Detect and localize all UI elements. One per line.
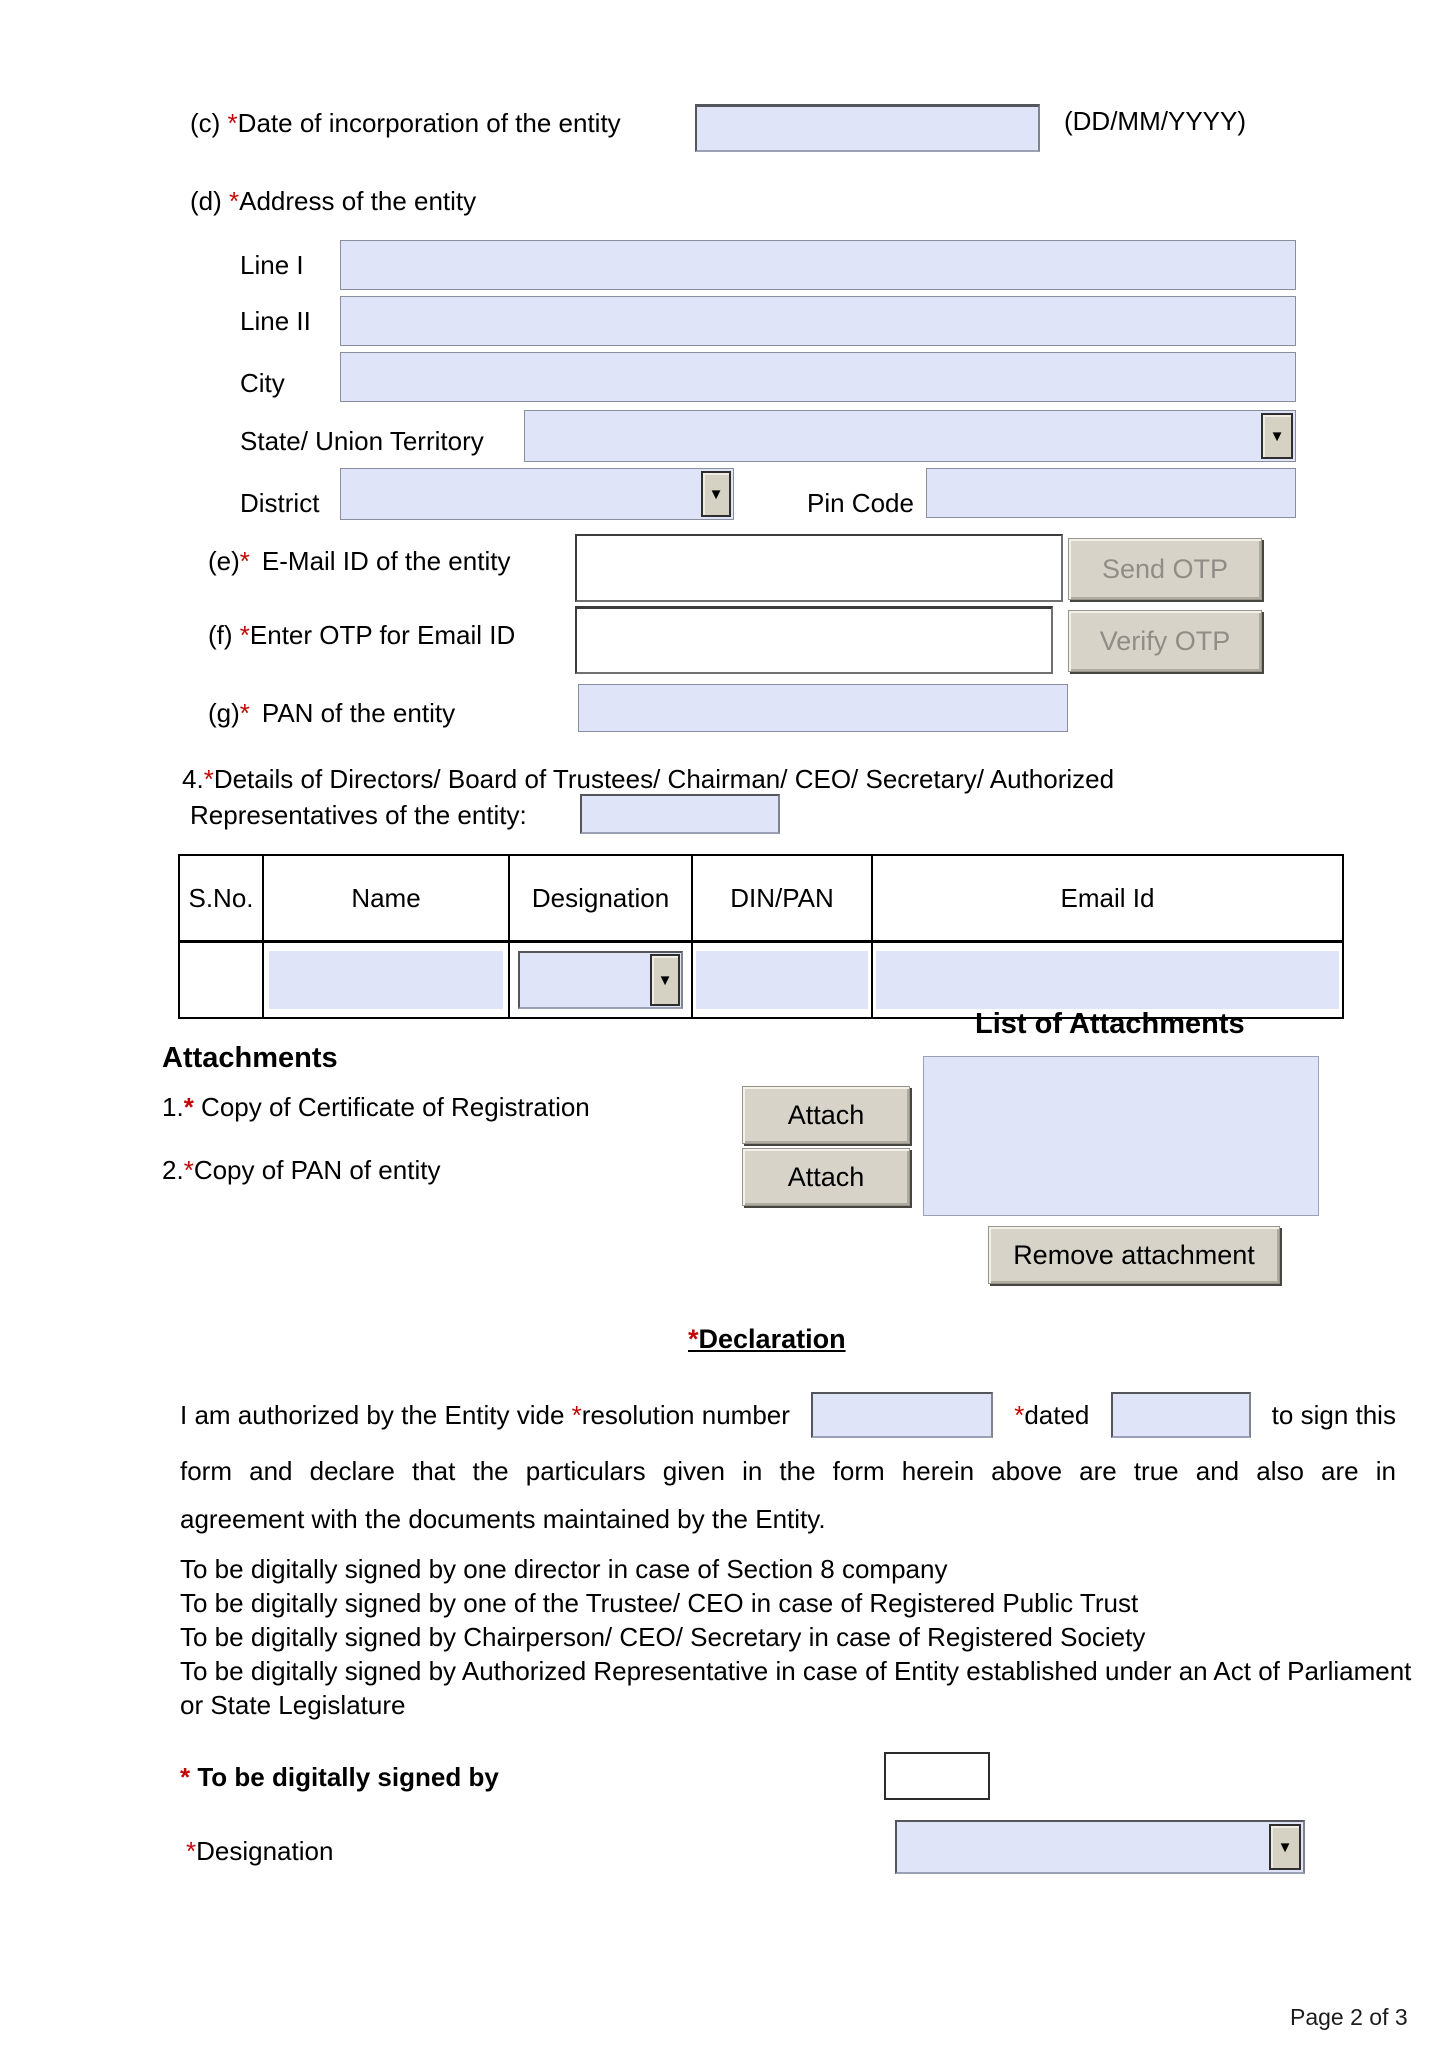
pan-label <box>208 698 455 729</box>
designation-text: Designation <box>196 1836 334 1866</box>
row-f-prefix: (f) <box>208 620 240 650</box>
date-format-hint: (DD/MM/YYYY) <box>1064 106 1246 136</box>
row-f-text: Enter OTP for Email ID <box>249 620 516 650</box>
district-label: District <box>240 488 320 518</box>
item2-number: 2. <box>162 1155 184 1185</box>
signing-instruction-line: To be digitally signed by one of the Trustee/ CEO in case of Registered Public Trust <box>180 1588 1139 1618</box>
attachments-heading: Attachments <box>162 1042 338 1074</box>
table-row <box>179 942 1343 1019</box>
attachment-item-1-label <box>162 1092 590 1123</box>
required-asterisk: * <box>1014 1399 1025 1430</box>
section4-heading-line1 <box>182 764 1114 795</box>
email-input[interactable] <box>575 534 1063 602</box>
email-id-input[interactable] <box>876 951 1339 1009</box>
declaration-line3: agreement with the documents maintained by the Entity. <box>180 1504 826 1534</box>
attach-pan-button[interactable]: Attach <box>742 1148 910 1206</box>
col-header-emailid: Email Id <box>872 855 1343 942</box>
required-asterisk: * <box>227 108 238 138</box>
date-of-incorporation-label <box>190 108 621 139</box>
required-asterisk: * <box>183 1155 194 1185</box>
name-input[interactable] <box>269 951 503 1009</box>
item1-text: Copy of Certificate of Registration <box>193 1092 590 1122</box>
item2-text: Copy of PAN of entity <box>193 1155 441 1185</box>
otp-input[interactable] <box>575 606 1053 674</box>
signing-instructions <box>180 1552 1428 1722</box>
city-input[interactable] <box>340 352 1296 402</box>
dropdown-arrow-icon[interactable] <box>1269 1824 1301 1870</box>
send-otp-button[interactable]: Send OTP <box>1068 538 1262 600</box>
required-asterisk: * <box>688 1324 699 1354</box>
state-select[interactable] <box>524 410 1296 462</box>
declaration-text-1 <box>180 1400 790 1431</box>
address-line1-input[interactable] <box>340 240 1296 290</box>
directors-count-input[interactable] <box>580 794 780 834</box>
dropdown-arrow-icon[interactable] <box>650 954 680 1006</box>
required-asterisk: * <box>571 1399 582 1430</box>
directors-table <box>178 854 1344 1019</box>
row-g-prefix: (g) <box>208 698 240 728</box>
decl-seg2: resolution number <box>581 1399 790 1430</box>
arrow-glyph: ▼ <box>708 485 724 503</box>
required-asterisk: * <box>183 1092 194 1122</box>
row-e-prefix: (e) <box>208 546 240 576</box>
arrow-glyph: ▼ <box>1277 1838 1293 1856</box>
signing-instruction-line: To be digitally signed by Authorized Representative in case of Entity established under an Act of Parliament or State Legislature <box>180 1656 1412 1720</box>
resolution-date-input[interactable] <box>1111 1392 1251 1438</box>
decl-seg1: I am authorized by the Entity vide <box>180 1399 572 1430</box>
section4-number: 4. <box>182 764 204 794</box>
city-label: City <box>240 368 285 398</box>
dinpan-cell <box>692 942 872 1019</box>
otp-label <box>208 620 515 651</box>
required-asterisk: * <box>239 546 250 576</box>
decl-seg3: dated <box>1024 1399 1090 1430</box>
address-line2-label: Line II <box>240 306 311 336</box>
resolution-number-input[interactable] <box>811 1392 993 1438</box>
address-section-label <box>190 186 476 217</box>
table-header-row <box>179 855 1343 942</box>
required-asterisk: * <box>180 1762 191 1792</box>
designation-label <box>186 1836 333 1867</box>
arrow-glyph: ▼ <box>657 971 673 989</box>
dropdown-arrow-icon[interactable] <box>701 471 731 517</box>
din-pan-input[interactable] <box>696 951 868 1009</box>
row-e-text: E-Mail ID of the entity <box>261 546 511 576</box>
row-c-text: Date of incorporation of the entity <box>237 108 621 138</box>
address-line1-label: Line I <box>240 250 304 280</box>
arrow-glyph: ▼ <box>1269 427 1285 445</box>
row-g-text: PAN of the entity <box>261 698 456 728</box>
row-c-prefix: (c) <box>190 108 228 138</box>
row-d-prefix: (d) <box>190 186 229 216</box>
pincode-input[interactable] <box>926 468 1296 518</box>
address-line2-input[interactable] <box>340 296 1296 346</box>
signer-designation-select[interactable] <box>895 1820 1305 1874</box>
signed-by-text: To be digitally signed by <box>190 1762 499 1792</box>
date-of-incorporation-input[interactable] <box>695 104 1040 152</box>
required-asterisk: * <box>239 698 250 728</box>
designation-cell <box>509 942 692 1019</box>
signing-instruction-line: To be digitally signed by Chairperson/ CEO/ Secretary in case of Registered Society <box>180 1622 1146 1652</box>
district-select[interactable] <box>340 468 734 520</box>
designation-select[interactable] <box>518 951 683 1009</box>
declaration-line1 <box>180 1390 1396 1440</box>
section4-heading-line2: Representatives of the entity: <box>190 800 527 830</box>
emailid-cell <box>872 942 1343 1019</box>
pincode-label: Pin Code <box>807 488 914 518</box>
col-header-dinpan: DIN/PAN <box>692 855 872 942</box>
attachments-list-box[interactable] <box>923 1056 1319 1216</box>
page-number: Page 2 of 3 <box>1290 2004 1408 2030</box>
state-label: State/ Union Territory <box>240 426 484 456</box>
signed-by-label <box>180 1762 499 1793</box>
section4-text: Details of Directors/ Board of Trustees/ Chairman/ CEO/ Secretary/ Authorized <box>213 764 1115 794</box>
declaration-text-3: to sign this <box>1271 1399 1396 1430</box>
declaration-line2: form and declare that the particulars given in the form herein above are true and also are in <box>180 1456 1396 1486</box>
name-cell <box>263 942 509 1019</box>
attachment-item-2-label <box>162 1155 440 1186</box>
col-header-sno: S.No. <box>179 855 263 942</box>
digital-signature-box[interactable] <box>884 1752 990 1800</box>
email-label <box>208 546 510 577</box>
attach-certificate-button[interactable]: Attach <box>742 1086 910 1144</box>
verify-otp-button[interactable]: Verify OTP <box>1068 610 1262 672</box>
required-asterisk: * <box>229 186 240 216</box>
list-of-attachments-heading: List of Attachments <box>975 1008 1245 1040</box>
declaration-heading <box>688 1324 846 1355</box>
declaration-text-2 <box>1014 1400 1089 1431</box>
declaration-title-text: Declaration <box>698 1324 846 1354</box>
signing-instruction-line: To be digitally signed by one director in case of Section 8 company <box>180 1554 948 1584</box>
col-header-designation: Designation <box>509 855 692 942</box>
required-asterisk: * <box>186 1836 197 1866</box>
row-d-text: Address of the entity <box>239 186 477 216</box>
sno-cell <box>179 942 263 1019</box>
remove-attachment-button[interactable]: Remove attachment <box>988 1226 1280 1284</box>
dropdown-arrow-icon[interactable] <box>1261 413 1293 459</box>
col-header-name: Name <box>263 855 509 942</box>
item1-number: 1. <box>162 1092 184 1122</box>
required-asterisk: * <box>239 620 250 650</box>
required-asterisk: * <box>203 764 214 794</box>
pan-input[interactable] <box>578 684 1068 732</box>
